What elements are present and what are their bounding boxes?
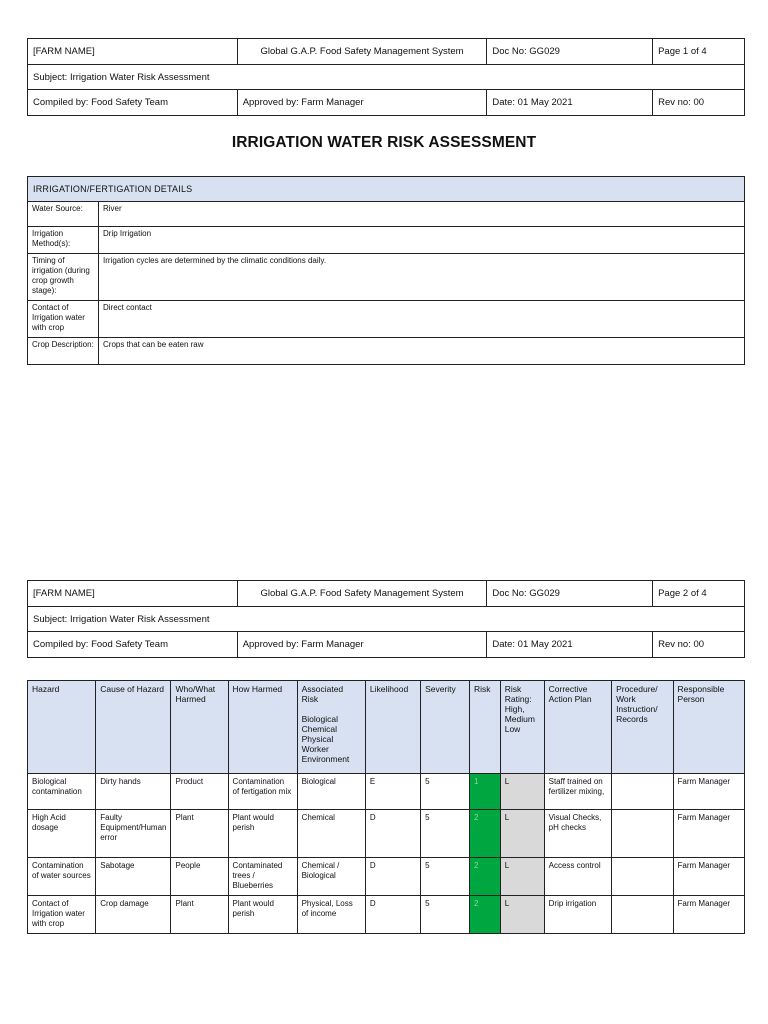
- header-risk-rating: Risk Rating: High, Medium Low: [500, 681, 544, 774]
- cell-corrective-action: Drip irrigation: [544, 896, 611, 934]
- page-number: Page 2 of 4: [653, 581, 745, 607]
- cell-associated-risk: Chemical / Biological: [297, 858, 365, 896]
- farm-name: [FARM NAME]: [28, 39, 238, 65]
- cell-who-what-harmed: Plant: [171, 810, 228, 858]
- details-row: [28, 254, 745, 301]
- cell-cause: Faulty Equipment/Human error: [96, 810, 171, 858]
- cell-who-what-harmed: Plant: [171, 896, 228, 934]
- cell-likelihood: D: [365, 810, 420, 858]
- subject: Subject: Irrigation Water Risk Assessment: [28, 607, 745, 632]
- cell-responsible-person: Farm Manager: [673, 858, 744, 896]
- cell-severity: 5: [421, 810, 470, 858]
- cell-risk: 2: [469, 896, 500, 934]
- risk-table-header: [28, 681, 745, 774]
- risk-assessment-table: [27, 680, 745, 934]
- cell-risk-rating: L: [500, 858, 544, 896]
- cell-hazard: Contact of Irrigation water with crop: [28, 896, 96, 934]
- cell-risk-rating: L: [500, 774, 544, 810]
- rev-number: Rev no: 00: [653, 632, 745, 658]
- details-row: [28, 301, 745, 338]
- rev-number: Rev no: 00: [653, 90, 745, 116]
- details-label: Crop Description:: [28, 338, 99, 365]
- cell-procedure: [612, 896, 673, 934]
- section-title: IRRIGATION/FERTIGATION DETAILS: [28, 177, 745, 202]
- cell-likelihood: E: [365, 774, 420, 810]
- details-value: Direct contact: [99, 301, 745, 338]
- header-risk: Risk: [469, 681, 500, 774]
- details-label: Irrigation Method(s):: [28, 227, 99, 254]
- header-likelihood: Likelihood: [365, 681, 420, 774]
- approved-by: Approved by: Farm Manager: [237, 90, 487, 116]
- cell-risk: 2: [469, 810, 500, 858]
- cell-likelihood: D: [365, 896, 420, 934]
- cell-how-harmed: Contamination of fertigation mix: [228, 774, 297, 810]
- details-value: Crops that can be eaten raw: [99, 338, 745, 365]
- details-label: Contact of Irrigation water with crop: [28, 301, 99, 338]
- header-associated-risk: Associated Risk Biological Chemical Physical Worker Environment: [297, 681, 365, 774]
- cell-severity: 5: [421, 774, 470, 810]
- cell-cause: Dirty hands: [96, 774, 171, 810]
- details-value: Irrigation cycles are determined by the climatic conditions daily.: [99, 254, 745, 301]
- cell-risk-rating: L: [500, 896, 544, 934]
- cell-how-harmed: Contaminated trees / Blueberries: [228, 858, 297, 896]
- cell-procedure: [612, 774, 673, 810]
- document-header-page-2: [27, 580, 745, 658]
- page-title: IRRIGATION WATER RISK ASSESSMENT: [231, 134, 537, 151]
- cell-who-what-harmed: Product: [171, 774, 228, 810]
- header-how-harmed: How Harmed: [228, 681, 297, 774]
- cell-hazard: High Acid dosage: [28, 810, 96, 858]
- cell-who-what-harmed: People: [171, 858, 228, 896]
- cell-associated-risk: Chemical: [297, 810, 365, 858]
- header-severity: Severity: [421, 681, 470, 774]
- details-label: Water Source:: [28, 202, 99, 227]
- cell-responsible-person: Farm Manager: [673, 810, 744, 858]
- details-row: [28, 202, 745, 227]
- table-row: [28, 896, 745, 934]
- cell-risk-rating: L: [500, 810, 544, 858]
- system-name: Global G.A.P. Food Safety Management System: [237, 39, 487, 65]
- header-corrective-action: Corrective Action Plan: [544, 681, 611, 774]
- details-label: Timing of irrigation (during crop growth stage):: [28, 254, 99, 301]
- cell-likelihood: D: [365, 858, 420, 896]
- compiled-by: Compiled by: Food Safety Team: [28, 632, 238, 658]
- details-value: River: [99, 202, 745, 227]
- page-number: Page 1 of 4: [653, 39, 745, 65]
- system-name: Global G.A.P. Food Safety Management System: [237, 581, 487, 607]
- details-value: Drip Irrigation: [99, 227, 745, 254]
- cell-how-harmed: Plant would perish: [228, 896, 297, 934]
- header-cause: Cause of Hazard: [96, 681, 171, 774]
- doc-date: Date: 01 May 2021: [487, 90, 653, 116]
- document-header-page-1: [27, 38, 745, 116]
- cell-responsible-person: Farm Manager: [673, 774, 744, 810]
- subject: Subject: Irrigation Water Risk Assessment: [28, 65, 745, 90]
- cell-risk: 1: [469, 774, 500, 810]
- approved-by: Approved by: Farm Manager: [237, 632, 487, 658]
- table-row: [28, 810, 745, 858]
- cell-associated-risk: Physical, Loss of income: [297, 896, 365, 934]
- details-row: [28, 227, 745, 254]
- header-who-what-harmed: Who/What Harmed: [171, 681, 228, 774]
- cell-cause: Crop damage: [96, 896, 171, 934]
- cell-how-harmed: Plant would perish: [228, 810, 297, 858]
- details-row: [28, 338, 745, 365]
- header-hazard: Hazard: [28, 681, 96, 774]
- cell-hazard: Contamination of water sources: [28, 858, 96, 896]
- cell-severity: 5: [421, 896, 470, 934]
- cell-responsible-person: Farm Manager: [673, 896, 744, 934]
- cell-corrective-action: Visual Checks, pH checks: [544, 810, 611, 858]
- cell-procedure: [612, 858, 673, 896]
- cell-procedure: [612, 810, 673, 858]
- compiled-by: Compiled by: Food Safety Team: [28, 90, 238, 116]
- cell-corrective-action: Access control: [544, 858, 611, 896]
- header-procedure: Procedure/ Work Instruction/ Records: [612, 681, 673, 774]
- doc-number: Doc No: GG029: [487, 39, 653, 65]
- cell-corrective-action: Staff trained on fertilizer mixing,: [544, 774, 611, 810]
- cell-associated-risk: Biological: [297, 774, 365, 810]
- table-row: [28, 774, 745, 810]
- cell-risk: 2: [469, 858, 500, 896]
- irrigation-details-table: [27, 176, 745, 365]
- doc-date: Date: 01 May 2021: [487, 632, 653, 658]
- cell-severity: 5: [421, 858, 470, 896]
- doc-number: Doc No: GG029: [487, 581, 653, 607]
- header-responsible-person: Responsible Person: [673, 681, 744, 774]
- cell-cause: Sabotage: [96, 858, 171, 896]
- table-row: [28, 858, 745, 896]
- farm-name: [FARM NAME]: [28, 581, 238, 607]
- cell-hazard: Biological contamination: [28, 774, 96, 810]
